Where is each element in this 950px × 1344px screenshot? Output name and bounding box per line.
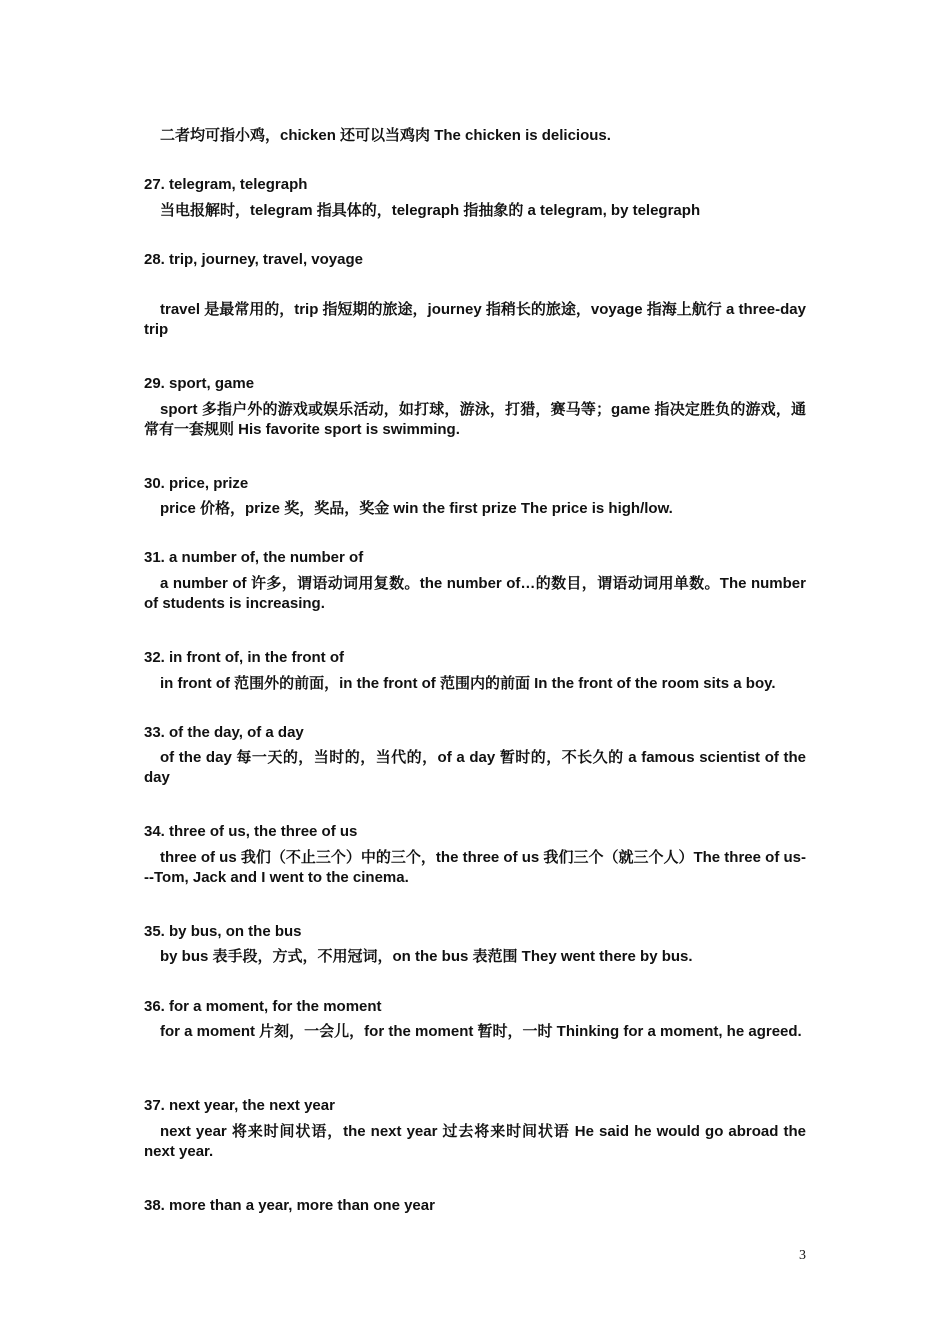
- entry-heading-28: 28. trip, journey, travel, voyage: [144, 251, 363, 268]
- entry-body-28: travel 是最常用的，trip 指短期的旅途，journey 指稍长的旅途，voyage 指海上航行 a three-day trip: [144, 301, 806, 338]
- entry-body-35: by bus 表手段，方式，不用冠词，on the bus 表范围 They went there by bus.: [160, 948, 693, 965]
- entry-heading-32: 32. in front of, in the front of: [144, 649, 344, 666]
- entry-body-31: a number of 许多，谓语动词用复数。the number of…的数目，谓语动词用单数。The number of students is increasing.: [144, 575, 806, 612]
- entry-body-36: for a moment 片刻，一会儿，for the moment 暂时，一时 Thinking for a moment, he agreed.: [160, 1023, 802, 1040]
- entry-body-32: in front of 范围外的前面，in the front of 范围内的前面 In the front of the room sits a boy.: [160, 675, 776, 692]
- entry-heading-37: 37. next year, the next year: [144, 1097, 335, 1114]
- entry-heading-29: 29. sport, game: [144, 375, 255, 392]
- entry-body-33: of the day 每一天的，当时的，当代的，of a day 暂时的，不长久的 a famous scientist of the day: [144, 749, 806, 786]
- entry-heading-36: 36. for a moment, for the moment: [144, 998, 382, 1015]
- entry-heading-27: 27. telegram, telegraph: [144, 176, 308, 193]
- entry-body-29: sport 多指户外的游戏或娱乐活动，如打球，游泳，打猎，赛马等；game 指决定胜负的游戏，通常有一套规则 His favorite sport is swimming.: [144, 401, 806, 438]
- entry-heading-31: 31. a number of, the number of: [144, 549, 364, 566]
- entry-heading-35: 35. by bus, on the bus: [144, 923, 302, 940]
- entry-body-34: three of us 我们（不止三个）中的三个，the three of us 我们三个（就三个人）The three of us---Tom, Jack and I went to the cinema.: [144, 849, 806, 886]
- entry-heading-38: 38. more than a year, more than one year: [144, 1197, 435, 1214]
- paragraph-chicken-note: 二者均可指小鸡，chicken 还可以当鸡肉 The chicken is delicious.: [160, 127, 611, 144]
- entry-body-37: next year 将来时间状语，the next year 过去将来时间状语 He said he would go abroad the next year.: [144, 1123, 806, 1160]
- entry-heading-30: 30. price, prize: [144, 475, 249, 492]
- entry-body-30: price 价格，prize 奖，奖品，奖金 win the first prize The price is high/low.: [160, 500, 673, 517]
- entry-heading-34: 34. three of us, the three of us: [144, 823, 358, 840]
- entry-body-27: 当电报解时，telegram 指具体的，telegraph 指抽象的 a telegram, by telegraph: [160, 202, 701, 219]
- entry-heading-33: 33. of the day, of a day: [144, 724, 304, 741]
- page-number: 3: [799, 1248, 806, 1263]
